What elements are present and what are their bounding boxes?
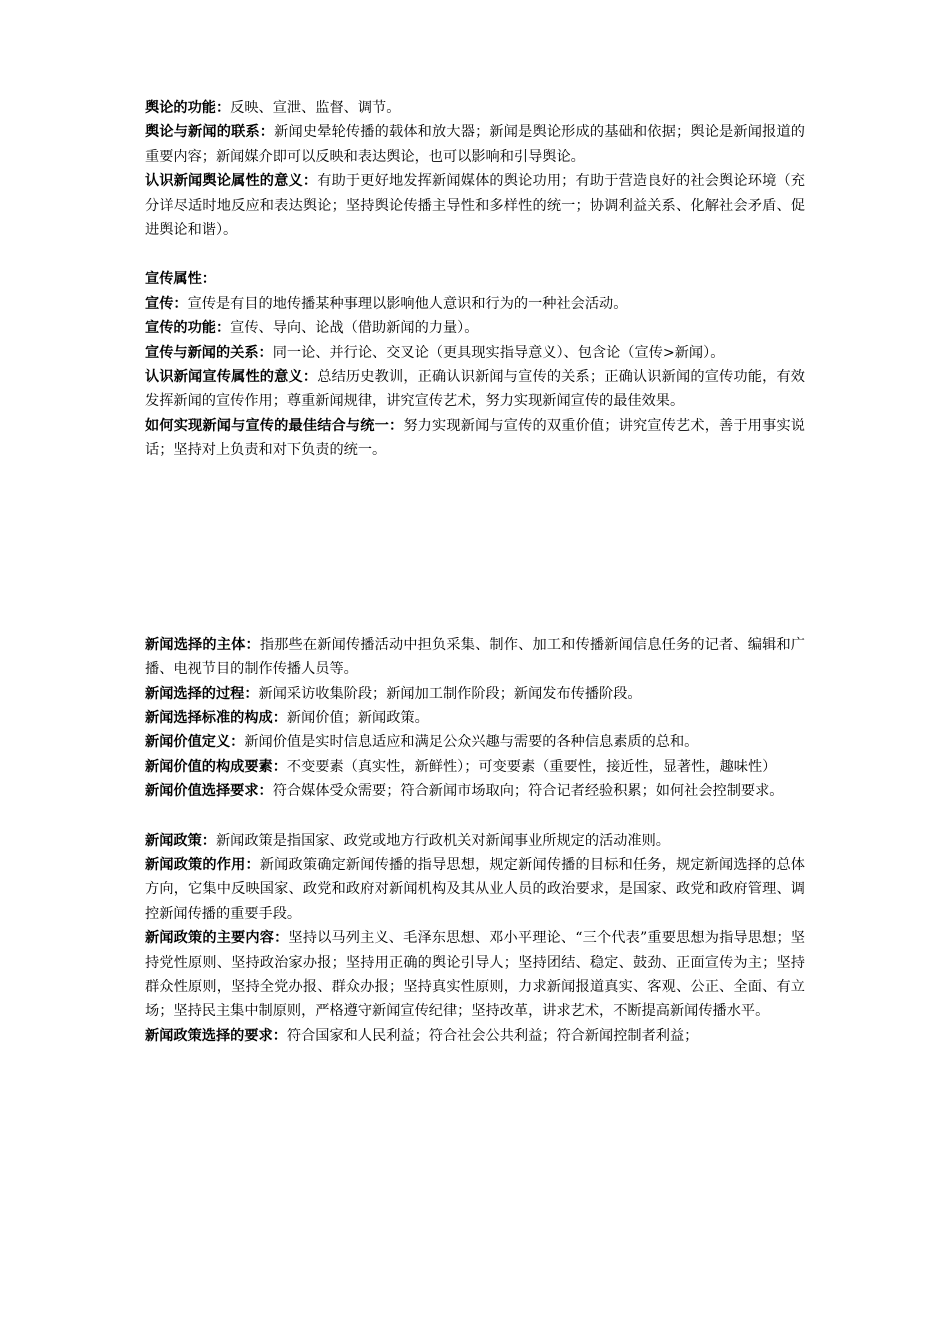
definition: 新闻史晕轮传播的载体和放大器；新闻是舆论形成的基础和依据；舆论是新闻报道的重要内容；新闻媒介即可以反映和表达舆论，也可以影响和引导舆论。	[145, 124, 805, 165]
paragraph	[145, 169, 805, 242]
paragraph	[145, 682, 805, 706]
paragraph	[145, 96, 805, 120]
paragraph	[145, 365, 805, 414]
paragraph	[145, 341, 805, 365]
paragraph	[145, 316, 805, 340]
definition: 符合国家和人民利益；符合社会公共利益；符合新闻控制者利益；	[286, 1027, 699, 1044]
term: 舆论的功能：	[145, 100, 231, 116]
paragraph	[145, 926, 805, 1024]
term: 舆论与新闻的联系：	[145, 124, 275, 141]
definition: 新闻采访收集阶段；新闻加工制作阶段；新闻发布传播阶段。	[258, 685, 642, 702]
term: 新闻政策的作用：	[145, 856, 260, 873]
definition: 总结历史教训，正确认识新闻与宣传的关系；正确认识新闻的宣传功能，有效发挥新闻的宣传作用；尊重新闻规律，讲究宣传艺术，努力实现新闻宣传的最佳效果。	[145, 369, 805, 410]
paragraph	[145, 853, 805, 926]
definition: 宣传是有目的地传播某种事理以影响他人意识和行为的一种社会活动。	[187, 295, 628, 312]
section-propaganda	[145, 267, 805, 462]
heading-text: 宣传属性：	[145, 271, 216, 288]
definition: 有助于更好地发挥新闻媒体的舆论功用；有助于营造良好的社会舆论环境（充分详尽适时地反应和表达舆论；坚持舆论传播主导性和多样性的统一；协调利益关系、化解社会矛盾、促进舆论和谐）。	[145, 173, 805, 239]
definition: 新闻政策是指国家、政党或地方行政机关对新闻事业所规定的活动准则。	[215, 832, 670, 849]
definition: 同一论、并行论、交叉论（更具现实指导意义）、包含论（宣传>新闻）。	[272, 344, 725, 361]
paragraph	[145, 706, 805, 730]
paragraph	[145, 120, 805, 169]
term: 宣传的功能：	[145, 320, 231, 337]
paragraph	[145, 779, 805, 803]
term: 认识新闻宣传属性的意义：	[145, 369, 318, 386]
term: 新闻政策的主要内容：	[145, 930, 289, 947]
definition: 符合媒体受众需要；符合新闻市场取向；符合记者经验积累；如何社会控制要求。	[272, 783, 784, 800]
term: 新闻价值定义：	[145, 734, 245, 751]
paragraph	[145, 633, 805, 682]
section-heading	[145, 267, 805, 291]
paragraph	[145, 1024, 805, 1048]
paragraph	[145, 414, 805, 463]
term: 新闻政策：	[145, 832, 216, 849]
paragraph	[145, 730, 805, 754]
definition: 反映、宣泄、监督、调节。	[230, 100, 401, 116]
definition: 新闻价值；新闻政策。	[286, 709, 429, 726]
term: 新闻选择标准的构成：	[145, 709, 287, 726]
term: 宣传：	[145, 295, 188, 312]
paragraph	[145, 829, 805, 853]
section-public-opinion	[145, 96, 805, 242]
term: 宣传与新闻的关系：	[145, 344, 273, 361]
section-news-policy	[145, 829, 805, 1049]
term: 新闻选择的主体：	[145, 636, 260, 653]
definition: 宣传、导向、论战（借助新闻的力量）。	[230, 320, 479, 337]
term: 认识新闻舆论属性的意义：	[145, 173, 318, 190]
paragraph	[145, 755, 805, 779]
term: 新闻价值的构成要素：	[145, 758, 287, 775]
definition: 新闻价值是实时信息适应和满足公众兴趣与需要的各种信息素质的总和。	[244, 734, 699, 751]
definition: 坚持以马列主义、毛泽东思想、邓小平理论、“三个代表”重要思想为指导思想；坚持党性原则、坚持政治家办报；坚持用正确的舆论引导人；坚持团结、稳定、鼓劲、正面宣传为主；坚持群众性原则，坚持全党办报、群众办报；坚持真实性原则，力求新闻报道真实、客观、公正、全面、有立场；坚持民主集中制原则，严格遵守新闻宣传纪律；坚持改革，讲求艺术，不断提高新闻传播水平。	[145, 930, 805, 1020]
definition: 新闻政策确定新闻传播的指导思想，规定新闻传播的目标和任务，规定新闻选择的总体方向，它集中反映国家、政党和政府对新闻机构及其从业人员的政治要求，是国家、政党和政府管理、调控新闻传播的重要手段。	[145, 856, 805, 922]
paragraph	[145, 292, 805, 316]
section-news-selection	[145, 633, 805, 804]
term: 新闻价值选择要求：	[145, 783, 273, 800]
definition: 不变要素（真实性，新鲜性）；可变要素（重要性，接近性，显著性，趣味性）	[286, 758, 777, 775]
term: 如何实现新闻与宣传的最佳结合与统一：	[145, 417, 404, 434]
document-page	[145, 96, 805, 1048]
definition: 指那些在新闻传播活动中担负采集、制作、加工和传播新闻信息任务的记者、编辑和广播、电视节目的制作传播人员等。	[145, 636, 805, 678]
definition: 努力实现新闻与宣传的双重价值；讲究宣传艺术，善于用事实说话；坚持对上负责和对下负责的统一。	[145, 417, 805, 459]
term: 新闻政策选择的要求：	[145, 1027, 287, 1044]
term: 新闻选择的过程：	[145, 685, 259, 702]
